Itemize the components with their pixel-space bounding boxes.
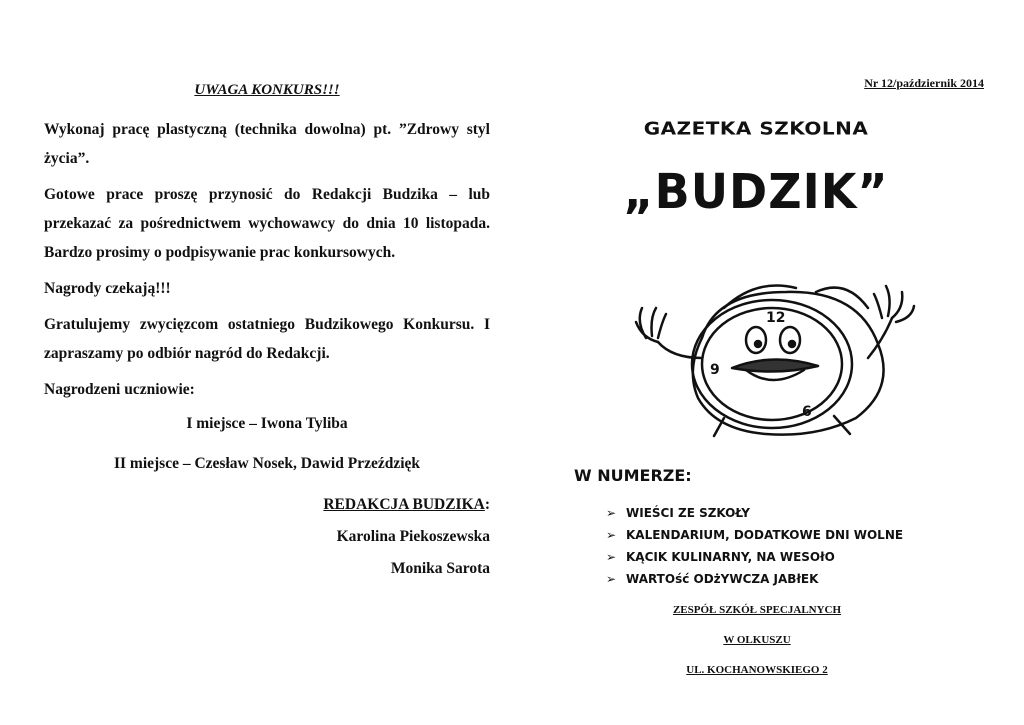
newspaper-subtitle: GAZETKA SZKOLNA [643,117,869,139]
clock-number-6: 6 [802,404,812,420]
editor-name-2: Monika Sarota [390,560,490,577]
editor-name-1: Karolina Piekoszewska [336,528,490,545]
contest-paragraph-3: Nagrody czekają!!! [44,280,171,297]
contents-list [606,502,903,590]
list-item [606,502,903,524]
list-item [606,524,903,546]
contents-item-label: KALENDARIUM, DODATKOWE DNI WOLNE [626,528,904,542]
alarm-clock-cartoon-icon [606,278,916,438]
arrow-bullet-icon: ➢ [606,528,617,542]
clock-number-9: 9 [710,362,720,378]
editorial-colon: : [484,496,490,513]
arrow-bullet-icon: ➢ [606,550,617,564]
clock-number-12: 12 [766,310,786,326]
list-item [606,568,903,590]
contents-item-label: WIEŚCI ZE SZKOŁY [626,506,750,520]
school-name: ZESPÓŁ SZKÓŁ SPECJALNYCH [672,604,842,616]
contents-item-label: WARTOść ODżYWCZA JABłEK [626,572,819,586]
arrow-bullet-icon: ➢ [606,572,617,586]
contents-item-label: KĄCIK KULINARNY, NA WESOłO [626,550,835,564]
left-page [44,72,490,578]
second-place: II miejsce – Czesław Nosek, Dawid Przeździęk [113,455,421,472]
first-place: I miejsce – Iwona Tyliba [186,415,348,432]
contest-paragraph-2: Gotowe prace proszę przynosić do Redakcji Budzika – lub przekazać za pośrednictwem wychowawcy do dnia 10 listopada. Bardzo prosimy o podpisywanie prac konkursowych. [44,186,490,261]
editorial-heading [44,496,490,514]
school-street: UL. KOCHANOWSKIEGO 2 [686,664,828,676]
right-page [574,72,984,676]
issue-number: Nr 12/październik 2014 [864,76,984,90]
arrow-bullet-icon: ➢ [606,506,617,520]
contest-paragraph-1: Wykonaj pracę plastyczną (technika dowolna) pt. ”Zdrowy styl życia”. [44,121,490,167]
list-item [606,546,903,568]
newspaper-title: „BUDZIK” [623,162,889,220]
winners-heading: Nagrodzeni uczniowie: [44,381,195,398]
contest-paragraph-4: Gratulujemy zwycięzcom ostatniego Budzikowego Konkursu. I zapraszamy po odbiór nagród do Redakcji. [44,316,490,362]
editorial-label: REDAKCJA BUDZIKA [323,496,485,513]
contest-title: UWAGA KONKURS!!! [194,82,340,98]
contents-heading: W NUMERZE: [574,466,692,485]
school-city: W OLKUSZU [723,634,791,646]
